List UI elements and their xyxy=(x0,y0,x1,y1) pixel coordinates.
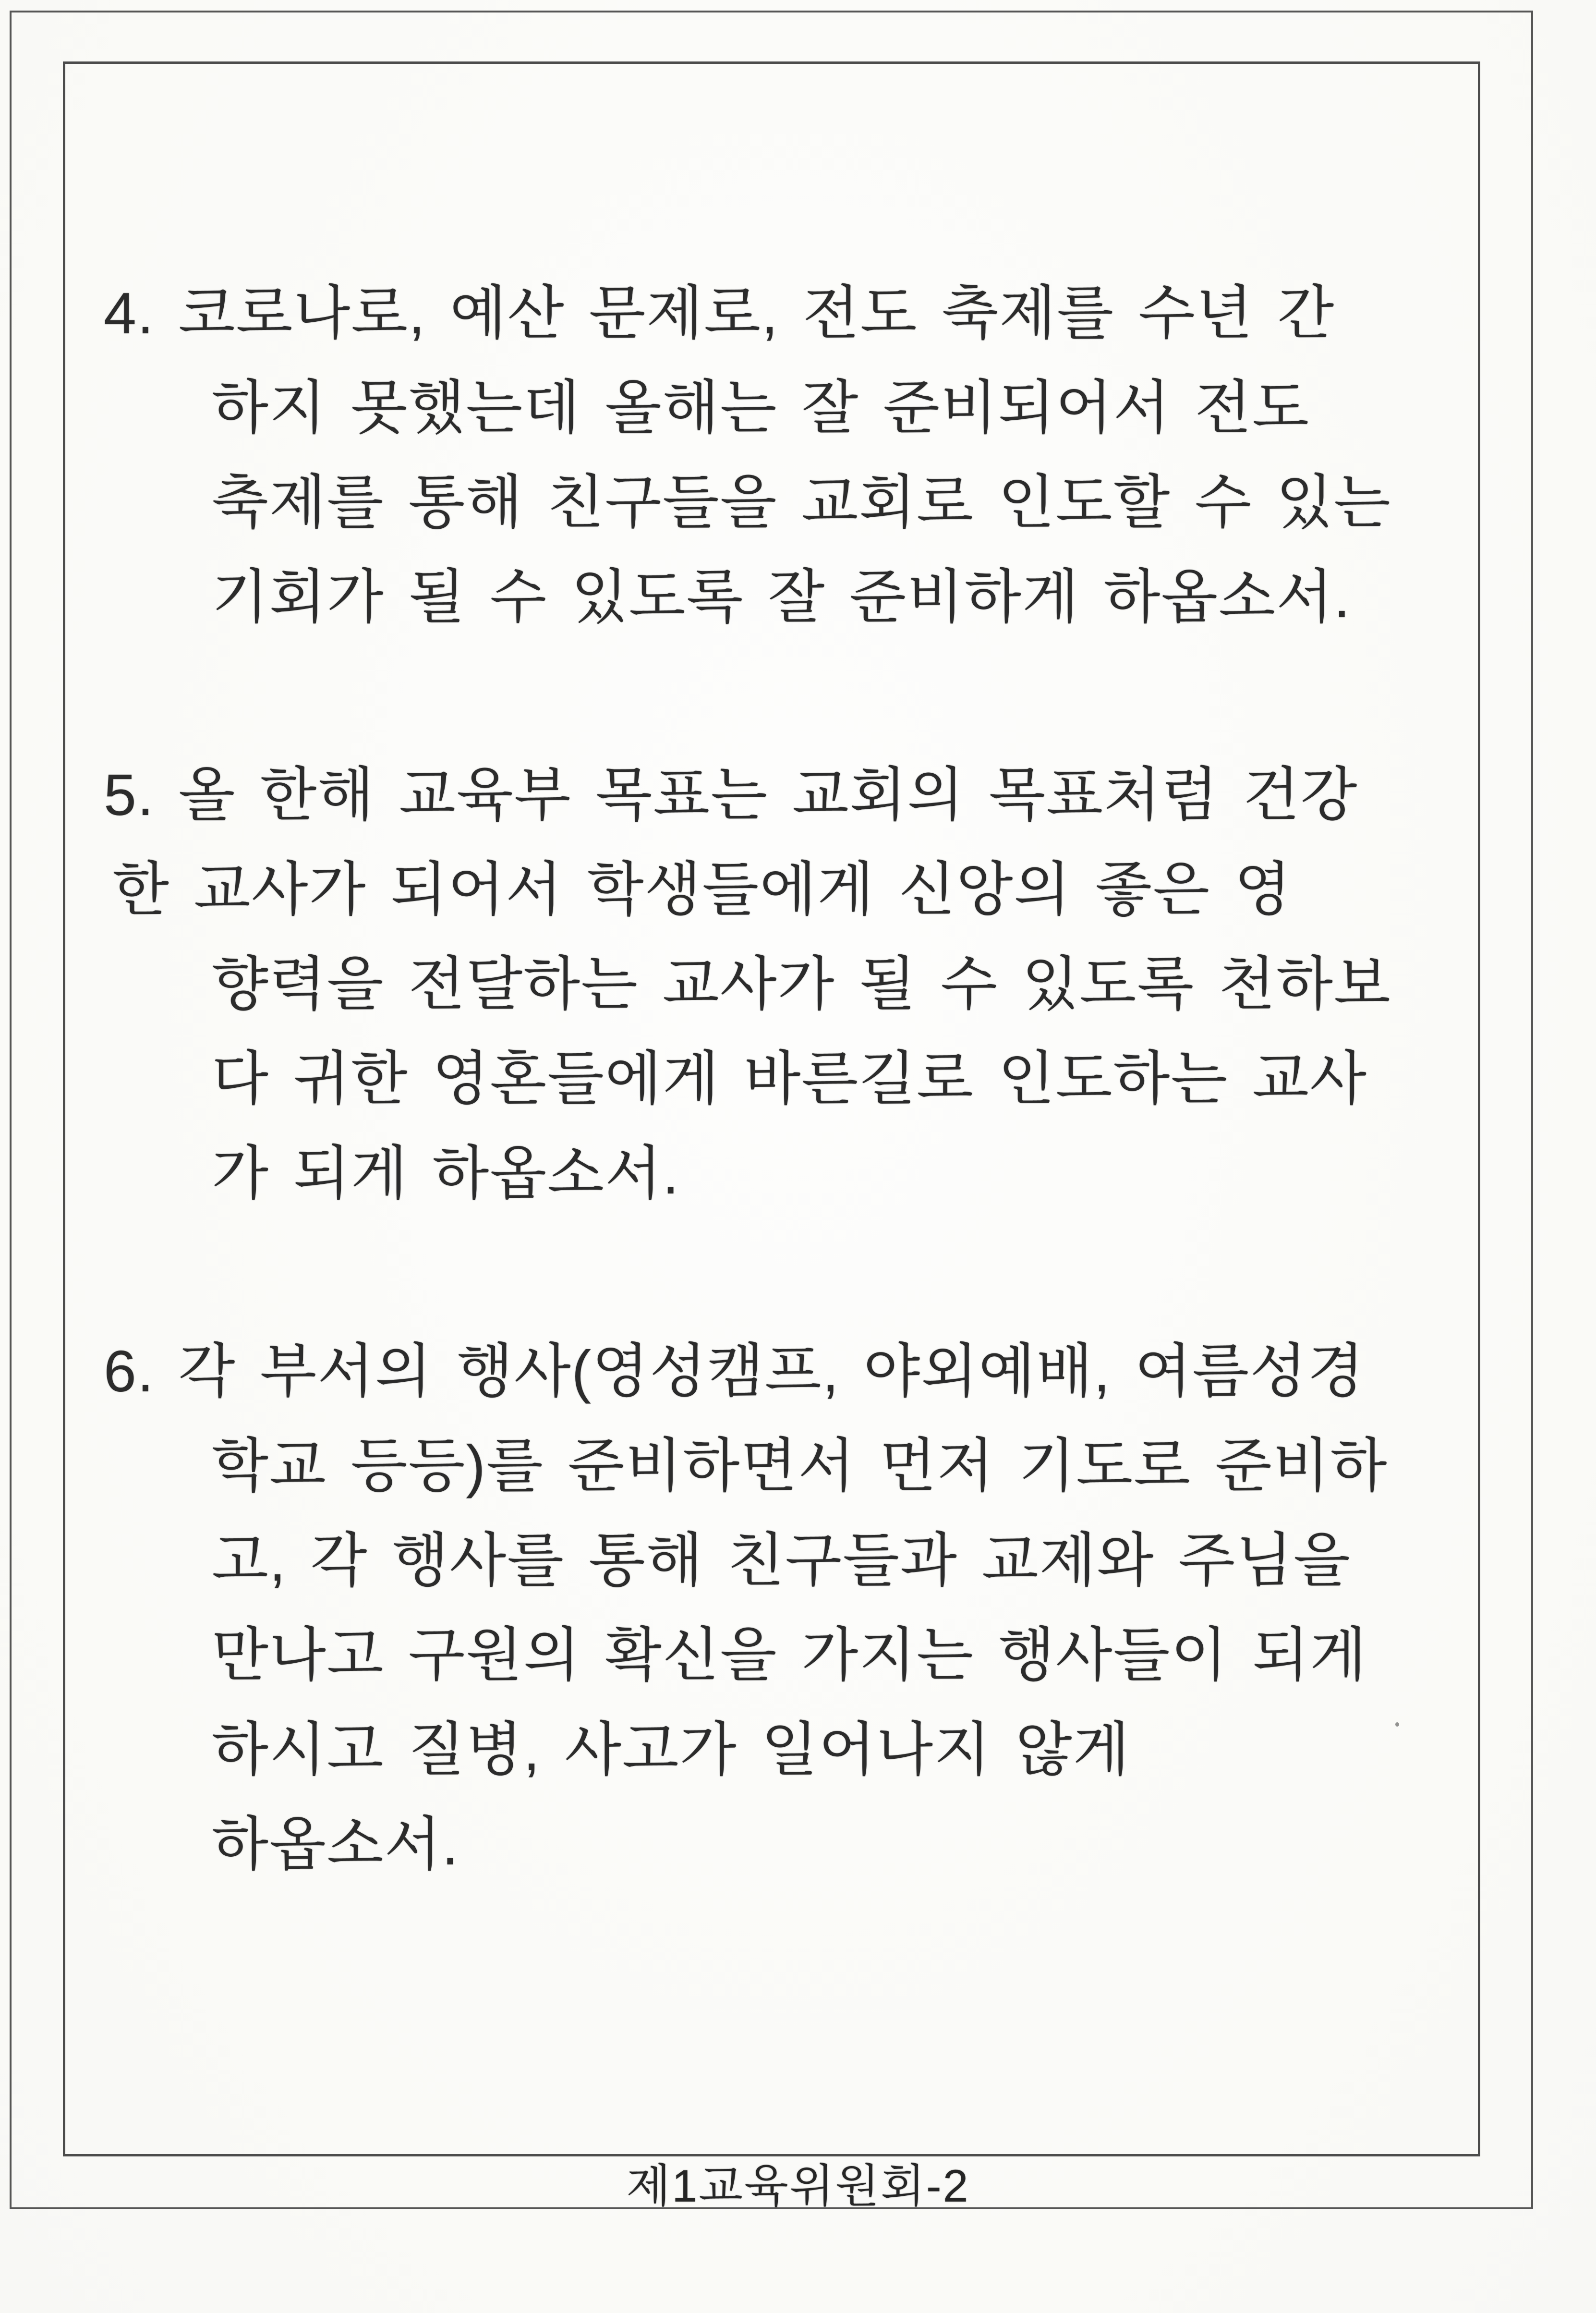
list-item-6 xyxy=(104,1324,1500,1892)
text-line: 향력을 전달하는 교사가 될 수 있도록 천하보 xyxy=(212,951,1391,1017)
text-line: 하지 못했는데 올해는 잘 준비되어서 전도 xyxy=(212,375,1310,440)
text-line: 만나고 구원의 확신을 가지는 행사들이 되게 xyxy=(212,1622,1367,1688)
text-line: 한 교사가 되어서 학생들에게 신앙의 좋은 영 xyxy=(112,857,1292,922)
footer-label: 제1교육위원회-2 xyxy=(626,2161,970,2212)
text-line: 4. 코로나로, 예산 문제로, 전도 축제를 수년 간 xyxy=(104,280,1335,346)
page-footer xyxy=(0,2155,1596,2212)
text-line: 학교 등등)를 준비하면서 먼저 기도로 준비하 xyxy=(212,1433,1388,1498)
text-line: 축제를 통해 친구들을 교회로 인도할 수 있는 xyxy=(212,470,1391,535)
text-line: 다 귀한 영혼들에게 바른길로 인도하는 교사 xyxy=(212,1046,1367,1111)
text-line: 하시고 질병, 사고가 일어나지 않게 xyxy=(212,1717,1131,1782)
text-line: 6. 각 부서의 행사(영성캠프, 야외예배, 여름성경 xyxy=(104,1339,1365,1404)
text-line: 기회가 될 수 있도록 잘 준비하게 하옵소서. xyxy=(212,564,1351,630)
list-item-5 xyxy=(104,748,1500,1221)
scan-speck xyxy=(1395,1722,1399,1727)
text-line: 가 되게 하옵소서. xyxy=(212,1141,680,1206)
text-line: 하옵소서. xyxy=(212,1812,459,1877)
list-item-4 xyxy=(104,266,1500,645)
text-line: 5. 올 한해 교육부 목표는 교회의 목표처럼 건강 xyxy=(104,762,1358,828)
text-line: 고, 각 행사를 통해 친구들과 교제와 주님을 xyxy=(212,1528,1351,1593)
document-body xyxy=(104,266,1500,1892)
